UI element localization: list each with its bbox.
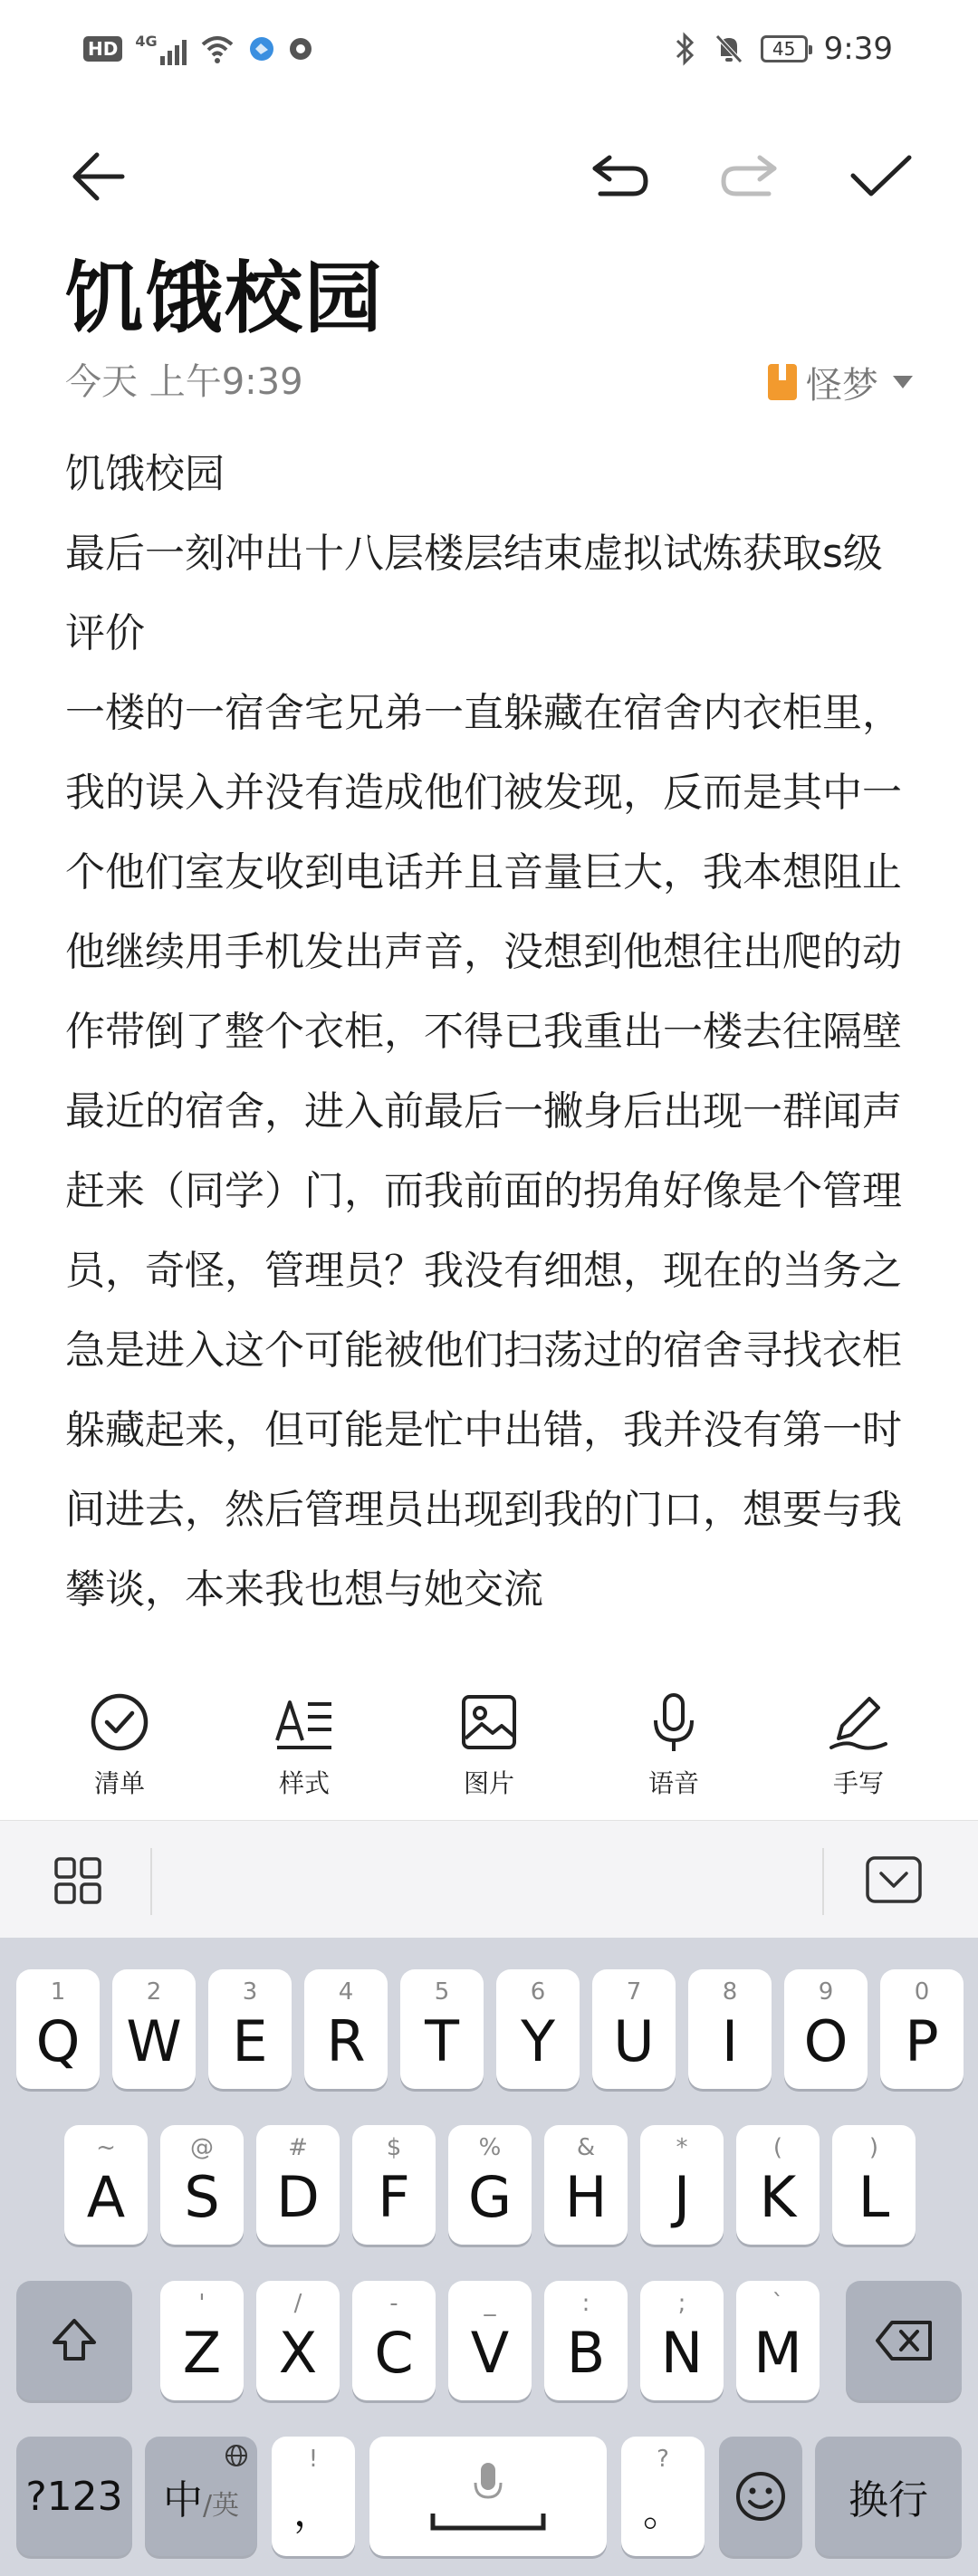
key-hint: ) (868, 2134, 879, 2161)
key-i[interactable] (688, 1969, 772, 2089)
key-p[interactable] (880, 1969, 964, 2089)
key-y[interactable] (496, 1969, 580, 2089)
key-r[interactable] (304, 1969, 388, 2089)
period-key[interactable] (621, 2437, 705, 2556)
key-label: G (467, 2163, 513, 2230)
done-button[interactable] (831, 127, 931, 226)
mute-bell-icon (714, 33, 744, 65)
key-hint: 0 (914, 1978, 930, 2006)
key-g[interactable] (448, 2125, 532, 2245)
keyboard-menu-button[interactable] (53, 1855, 103, 1910)
key-label: R (326, 2007, 366, 2074)
key-label: S (184, 2163, 220, 2230)
key-hint: ; (677, 2290, 686, 2317)
wifi-icon (199, 34, 235, 64)
key-hint: $ (386, 2134, 402, 2161)
key-m[interactable] (736, 2281, 820, 2400)
backspace-key[interactable] (846, 2281, 962, 2400)
style-button[interactable] (232, 1664, 377, 1818)
key-label: J (673, 2163, 691, 2230)
key-n[interactable] (640, 2281, 724, 2400)
note-body[interactable] (65, 435, 916, 1666)
key-hint: % (478, 2134, 502, 2161)
globe-icon (225, 2444, 248, 2467)
shift-icon (49, 2315, 100, 2366)
folder-icon (768, 364, 797, 400)
folder-name: 怪梦 (806, 364, 878, 407)
key-label: ， (293, 2489, 333, 2535)
key-h[interactable] (544, 2125, 628, 2245)
key-hint: ? (657, 2446, 669, 2473)
body-paragraph: 一楼的一宿舍宅兄弟一直躲藏在宿舍内衣柜里，我的误入并没有造成他们被发现，反而是其中一个他们室友收到电话并且音量巨大，我本想阻止他继续用手机发出声音，没想到他想往出爬的动作带倒了整个衣柜，不得已我重出一楼去往隔壁最近的宿舍，进入前最后一撇身后出现一群闻声赶来（同学）门，而我前面的拐角好像是个管理员，奇怪，管理员？我没有细想，现在的当务之急是进入这个可能被他们扫荡过的宿舍寻找衣柜躲藏起来，但可能是忙中出错，我并没有第一时间进去，然后管理员出现到我的门口，想要与我攀谈，本来我也想与她交流 (65, 690, 902, 1613)
key-hint: 6 (530, 1978, 546, 2006)
shift-key[interactable] (16, 2281, 132, 2400)
symbols-key[interactable] (16, 2437, 132, 2556)
battery-indicator: 45 (761, 35, 808, 62)
checklist-label: 清单 (93, 1768, 145, 1798)
key-hint: ~ (96, 2134, 116, 2161)
undo-icon (590, 154, 651, 199)
key-s[interactable] (160, 2125, 244, 2245)
key-hint: ` (772, 2290, 784, 2317)
style-label: 样式 (278, 1768, 330, 1798)
key-l[interactable] (832, 2125, 916, 2245)
key-label: Y (521, 2007, 555, 2074)
key-label: K (759, 2163, 797, 2230)
key-label: L (858, 2163, 890, 2230)
enter-label: 换行 (849, 2477, 928, 2523)
key-hint: 8 (722, 1978, 738, 2006)
key-label: T (425, 2007, 459, 2074)
key-label: W (126, 2007, 182, 2074)
key-label: N (660, 2319, 704, 2386)
image-label: 图片 (463, 1768, 514, 1798)
text-style-icon (273, 1691, 335, 1753)
keyboard (0, 1938, 978, 2576)
key-j[interactable] (640, 2125, 724, 2245)
key-label: H (564, 2163, 608, 2230)
key-label: U (613, 2007, 655, 2074)
note-meta (65, 355, 913, 409)
voice-label: 语音 (647, 1768, 699, 1798)
key-x[interactable] (256, 2281, 340, 2400)
key-hint: ! (308, 2446, 319, 2473)
enter-key[interactable] (815, 2437, 962, 2556)
key-hint: * (676, 2134, 688, 2161)
key-label: O (803, 2007, 849, 2074)
key-hint: : (581, 2290, 590, 2317)
redo-button[interactable] (699, 127, 799, 226)
back-button[interactable] (47, 127, 147, 226)
folder-selector[interactable] (768, 355, 913, 409)
key-z[interactable] (160, 2281, 244, 2400)
key-hint: & (576, 2134, 596, 2161)
key-label: D (276, 2163, 320, 2230)
top-app-bar (0, 127, 978, 226)
key-label: B (566, 2319, 606, 2386)
handwrite-label: 手写 (832, 1768, 884, 1798)
key-hint: 1 (50, 1978, 66, 2006)
key-k[interactable] (736, 2125, 820, 2245)
hd-indicator: HD (83, 36, 122, 62)
key-hint: 3 (242, 1978, 258, 2006)
emoji-key[interactable] (719, 2437, 802, 2556)
key-hint: / (293, 2290, 302, 2317)
key-c[interactable] (352, 2281, 436, 2400)
key-label: X (278, 2319, 318, 2386)
key-o[interactable] (784, 1969, 868, 2089)
key-v[interactable] (448, 2281, 532, 2400)
key-label: 。 (643, 2489, 683, 2535)
signal-icon (135, 33, 186, 65)
key-label: I (721, 2007, 739, 2074)
key-label: M (753, 2319, 802, 2386)
key-a[interactable] (64, 2125, 148, 2245)
note-title[interactable]: 饥饿校园 (65, 254, 384, 344)
status-left (83, 27, 313, 71)
key-hint: 2 (146, 1978, 162, 2006)
key-hint: 4 (338, 1978, 354, 2006)
status-right (674, 27, 893, 71)
keyboard-hide-icon (865, 1855, 923, 1904)
checklist-icon (89, 1691, 150, 1753)
key-label: F (378, 2163, 410, 2230)
divider (822, 1848, 824, 1915)
comma-key[interactable] (272, 2437, 355, 2556)
pen-icon (828, 1691, 889, 1753)
key-label: A (86, 2163, 126, 2230)
check-icon (849, 152, 913, 201)
divider (150, 1848, 152, 1915)
body-paragraph: 饥饿校园 (65, 451, 225, 497)
microphone-icon (648, 1691, 699, 1753)
key-e[interactable] (208, 1969, 292, 2089)
clock: 9:39 (823, 31, 893, 67)
grid-icon (53, 1855, 103, 1906)
body-paragraph: 最后一刻冲出十八层楼层结束虚拟试炼获取s级评价 (65, 531, 883, 656)
key-u[interactable] (592, 1969, 676, 2089)
record-icon (288, 36, 313, 62)
undo-button[interactable] (570, 127, 670, 226)
image-icon (460, 1693, 518, 1751)
emoji-icon (734, 2470, 787, 2523)
key-b[interactable] (544, 2281, 628, 2400)
keyboard-top-bar (0, 1820, 978, 1938)
handwrite-button[interactable] (786, 1664, 931, 1818)
bluetooth-icon (674, 32, 697, 66)
key-hint: _ (484, 2290, 496, 2317)
key-q[interactable] (16, 1969, 100, 2089)
checklist-button[interactable] (47, 1664, 192, 1818)
chevron-down-icon (893, 376, 913, 388)
key-hint: ' (198, 2290, 206, 2317)
key-hint: ( (772, 2134, 783, 2161)
key-label: P (905, 2007, 939, 2074)
key-hint: 7 (626, 1978, 642, 2006)
key-label: C (374, 2319, 414, 2386)
key-label: E (232, 2007, 268, 2074)
key-hint: 5 (434, 1978, 450, 2006)
key-hint: - (389, 2290, 398, 2317)
app-notification-icon (248, 35, 275, 62)
key-f[interactable] (352, 2125, 436, 2245)
arrow-left-icon (68, 148, 126, 206)
key-d[interactable] (256, 2125, 340, 2245)
lang-main-label: 中 (162, 2477, 203, 2523)
key-w[interactable] (112, 1969, 196, 2089)
backspace-icon (874, 2319, 934, 2362)
status-bar (0, 0, 978, 100)
note-date: 今天 上午9:39 (65, 361, 303, 403)
redo-icon (718, 154, 780, 199)
space-key[interactable] (369, 2437, 607, 2556)
key-label: V (470, 2319, 510, 2386)
space-mic-icon (420, 2456, 556, 2537)
image-button[interactable] (417, 1664, 561, 1818)
key-hint: 9 (818, 1978, 834, 2006)
key-label: Z (182, 2319, 222, 2386)
key-hint: @ (190, 2134, 214, 2161)
key-t[interactable] (400, 1969, 484, 2089)
editor-toolbar (0, 1664, 978, 1818)
language-switch-key[interactable] (145, 2437, 257, 2556)
key-label: Q (35, 2007, 81, 2074)
lang-alt-label: /英 (202, 2490, 240, 2522)
symbols-label: ?123 (25, 2473, 123, 2520)
voice-button[interactable] (601, 1664, 746, 1818)
key-hint: # (288, 2134, 308, 2161)
network-type: 4G (135, 33, 158, 50)
hide-keyboard-button[interactable] (865, 1855, 923, 1908)
